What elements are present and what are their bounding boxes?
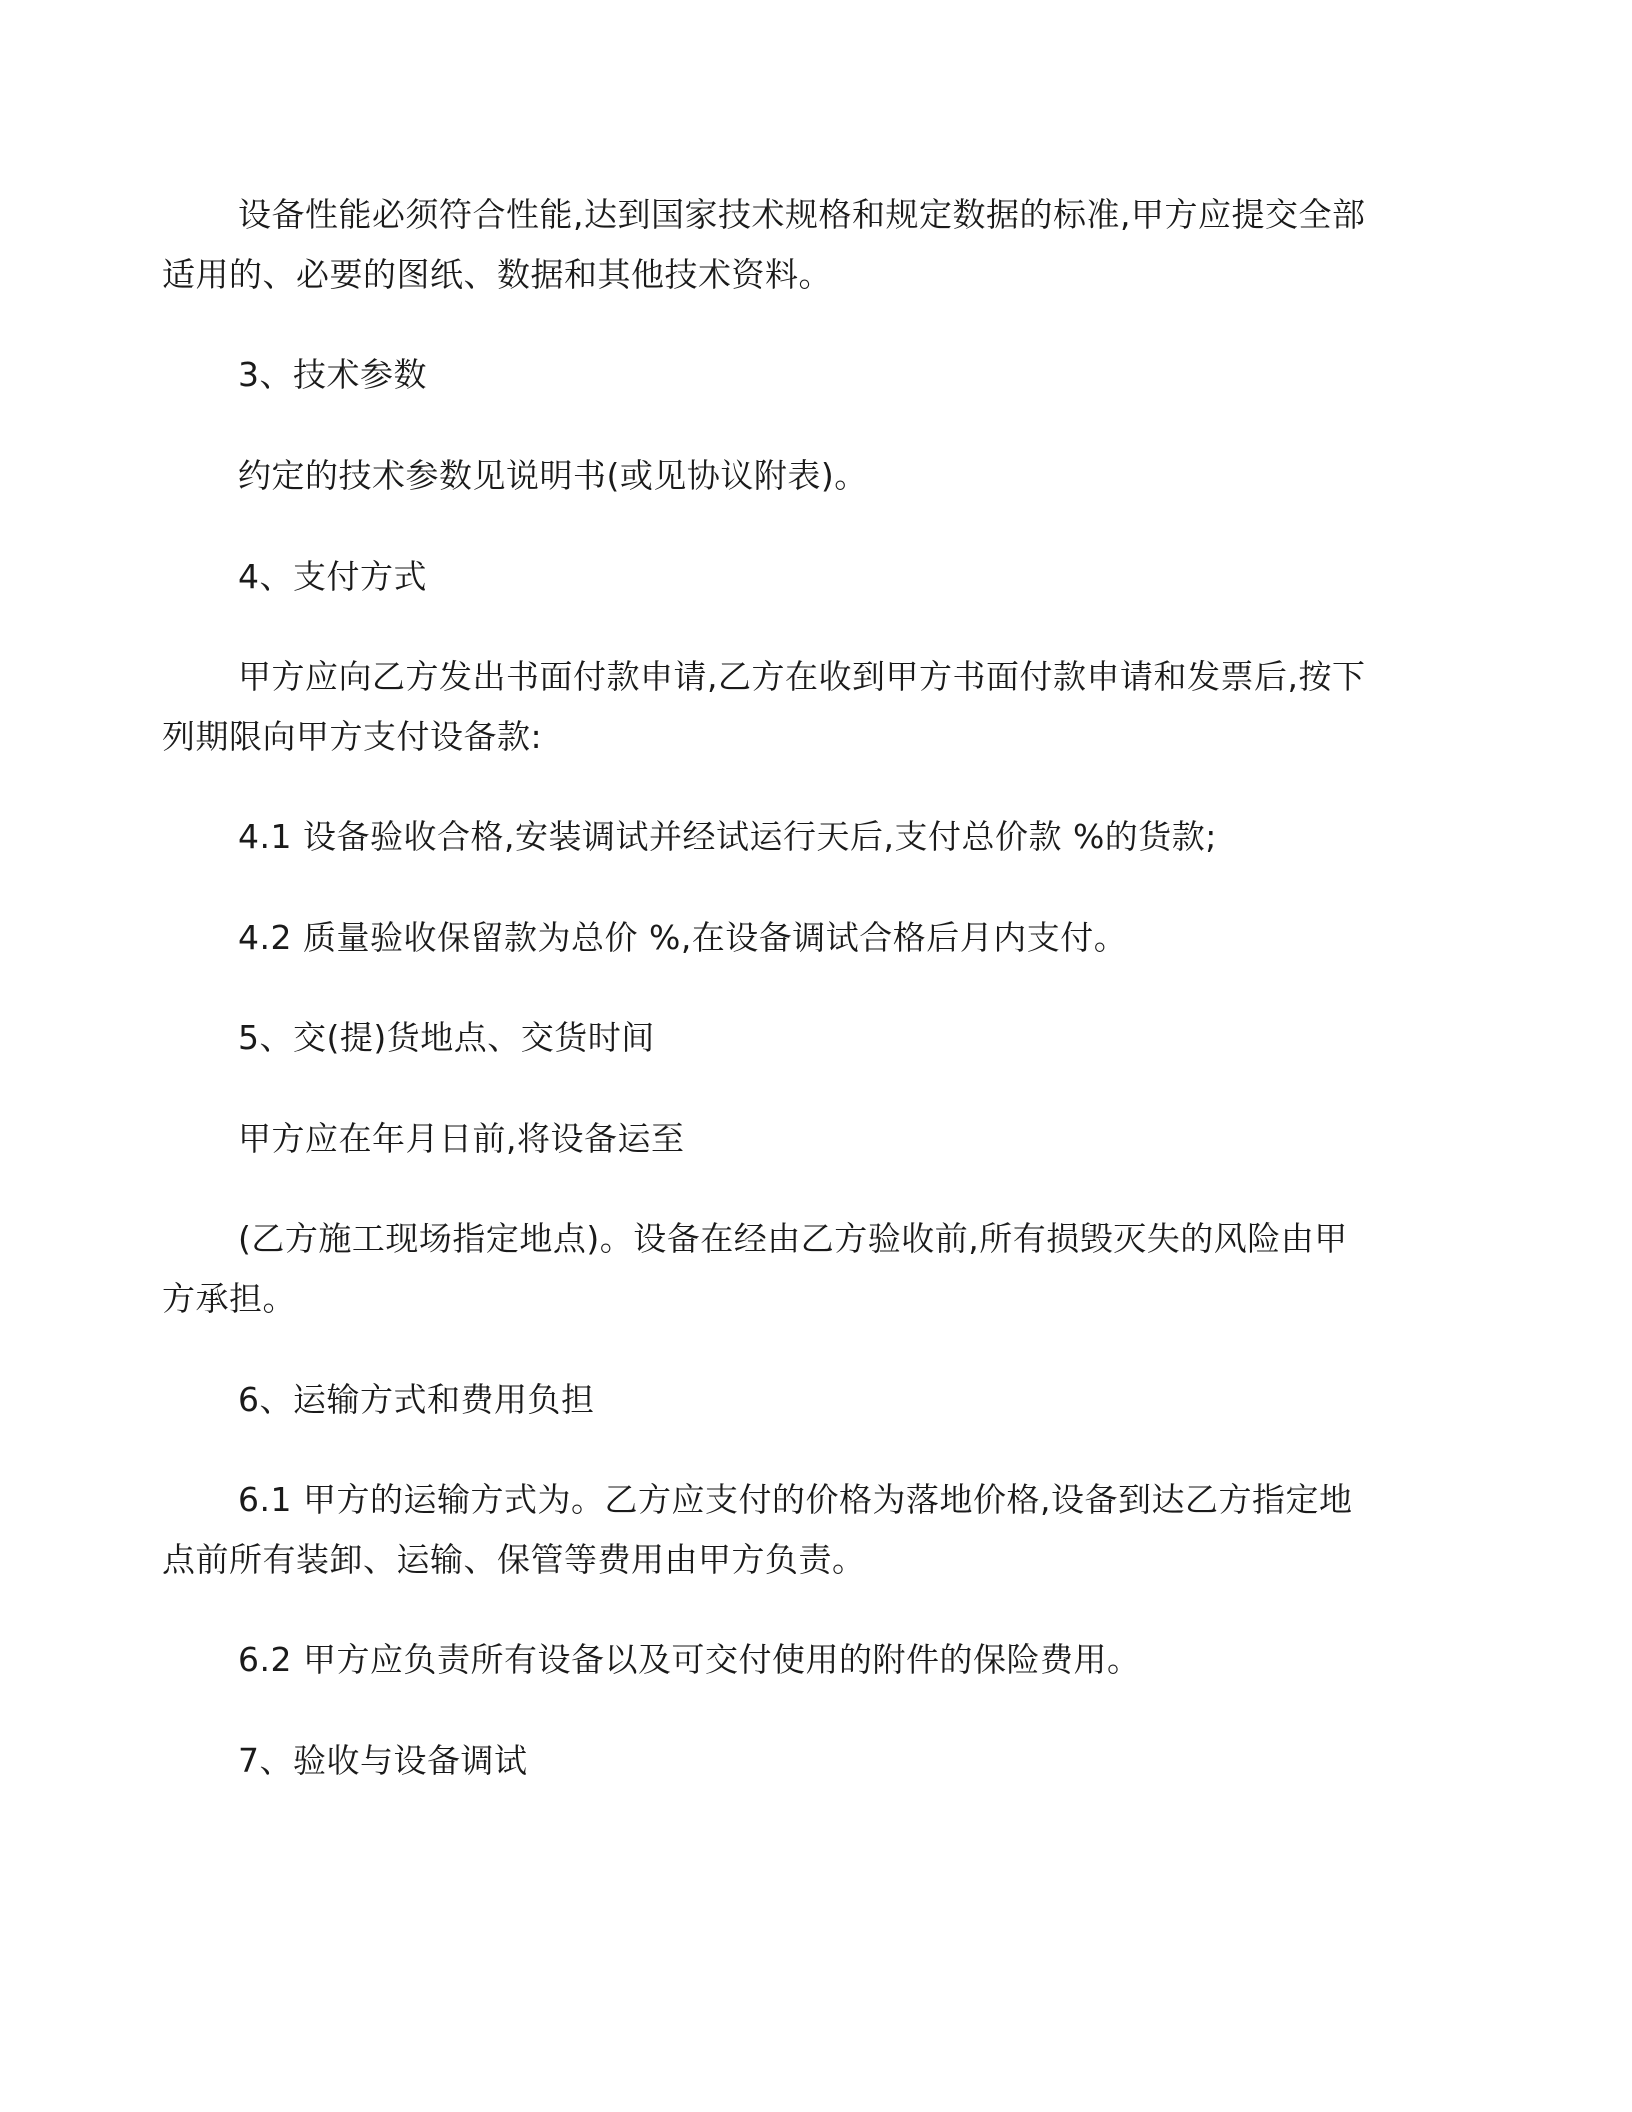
- paragraph-tech-params: [238, 446, 1388, 506]
- paragraph-line: 6.1 甲方的运输方式为。乙方应支付的价格为落地价格,设备到达乙方指定地: [238, 1480, 1353, 1519]
- paragraph-line: 甲方应向乙方发出书面付款申请,乙方在收到甲方书面付款申请和发票后,按下: [238, 657, 1366, 696]
- heading-text: 7、验收与设备调试: [238, 1741, 528, 1780]
- paragraph-payment: [162, 647, 1388, 767]
- paragraph-line: (乙方施工现场指定地点)。设备在经由乙方验收前,所有损毁灭失的风险由甲: [238, 1219, 1348, 1258]
- paragraph-line: 4.2 质量验收保留款为总价 %,在设备调试合格后月内支付。: [238, 918, 1128, 957]
- section-heading-3: [238, 345, 1388, 405]
- clause-6-2: [238, 1630, 1388, 1690]
- paragraph-line: 甲方应在年月日前,将设备运至: [238, 1119, 685, 1158]
- heading-text: 5、交(提)货地点、交货时间: [238, 1018, 655, 1057]
- paragraph-line: 约定的技术参数见说明书(或见协议附表)。: [238, 456, 868, 495]
- paragraph-line: 4.1 设备验收合格,安装调试并经试运行天后,支付总价款 %的货款;: [238, 817, 1217, 856]
- section-heading-4: [238, 547, 1388, 607]
- heading-text: 4、支付方式: [238, 557, 427, 596]
- paragraph-line: 6.2 甲方应负责所有设备以及可交付使用的附件的保险费用。: [238, 1640, 1141, 1679]
- section-heading-6: [238, 1370, 1388, 1430]
- heading-text: 6、运输方式和费用负担: [238, 1380, 595, 1419]
- clause-6-1: [162, 1470, 1388, 1590]
- section-heading-5: [238, 1008, 1388, 1068]
- paragraph-line: 方承担。: [162, 1279, 296, 1318]
- section-heading-7: [238, 1731, 1388, 1791]
- paragraph-line: 点前所有装卸、运输、保管等费用由甲方负责。: [162, 1540, 866, 1579]
- paragraph-line: 设备性能必须符合性能,达到国家技术规格和规定数据的标准,甲方应提交全部: [238, 195, 1366, 234]
- paragraph-line: 适用的、必要的图纸、数据和其他技术资料。: [162, 255, 832, 294]
- heading-text: 3、技术参数: [238, 355, 427, 394]
- paragraph-performance: [162, 185, 1388, 305]
- paragraph-line: 列期限向甲方支付设备款:: [162, 717, 543, 756]
- clause-4-1: [238, 807, 1388, 867]
- paragraph-delivery-date: [238, 1109, 1388, 1169]
- clause-4-2: [238, 908, 1388, 968]
- paragraph-delivery-risk: [162, 1209, 1388, 1329]
